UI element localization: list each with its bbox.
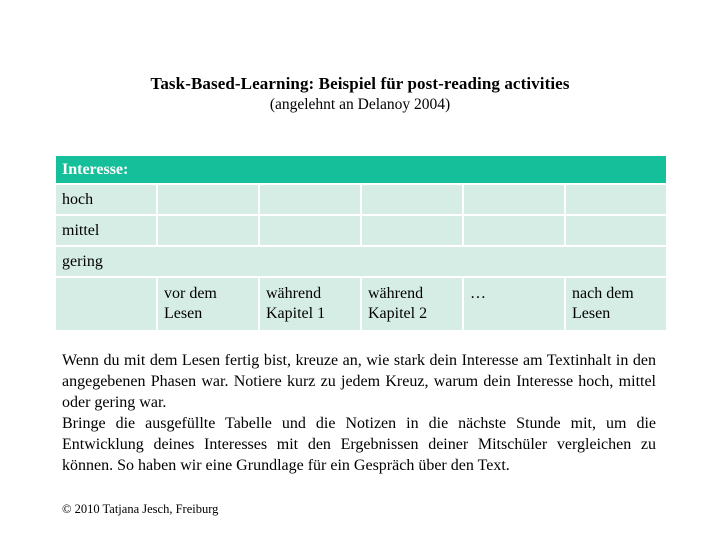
phase-label: nach dem Lesen [566, 276, 666, 330]
phase-label: vor dem Lesen [158, 276, 258, 330]
table-cell[interactable] [362, 183, 462, 214]
level-label-low: gering [56, 245, 666, 276]
table-cell[interactable] [566, 183, 666, 214]
interest-table [54, 156, 668, 330]
table-cell[interactable] [566, 214, 666, 245]
table-row [56, 183, 666, 214]
phase-row [56, 276, 666, 330]
page-subtitle: (angelehnt an Delanoy 2004) [269, 96, 451, 113]
phase-label: während Kapitel 2 [362, 276, 462, 330]
copyright-footer: © 2010 Tatjana Jesch, Freiburg [62, 502, 219, 516]
table-header-row [56, 156, 666, 183]
level-label-high: hoch [56, 183, 156, 214]
empty-corner-cell [56, 276, 156, 330]
table-row [56, 245, 666, 276]
instructions-paragraph: Bringe die ausgefüllte Tabelle und die Notizen in die nächste Stunde mit, um die Entwicklung deines Interesses mit den Ergebnissen deiner Mitschüler vergleichen zu können. So haben wir eine Grundlage für ein Gespräch über den Text. [62, 415, 656, 474]
level-label-medium: mittel [56, 214, 156, 245]
table-cell[interactable] [158, 214, 258, 245]
table-cell[interactable] [464, 214, 564, 245]
table-cell[interactable] [362, 214, 462, 245]
phase-label: während Kapitel 1 [260, 276, 360, 330]
interest-header-label: Interesse: [56, 156, 666, 183]
table-cell[interactable] [260, 214, 360, 245]
instructions-text [62, 350, 656, 476]
phase-label: … [464, 276, 564, 330]
table-cell[interactable] [260, 183, 360, 214]
instructions-paragraph: Wenn du mit dem Lesen fertig bist, kreuze an, wie stark dein Interesse am Textinhalt in den angegebenen Phasen war. Notiere kurz zu jedem Kreuz, warum dein Interesse hoch, mittel oder gering war. [62, 352, 656, 411]
table-row [56, 214, 666, 245]
table-cell[interactable] [464, 183, 564, 214]
page-title: Task-Based-Learning: Beispiel für post-reading activities [150, 74, 570, 93]
table-cell[interactable] [158, 183, 258, 214]
